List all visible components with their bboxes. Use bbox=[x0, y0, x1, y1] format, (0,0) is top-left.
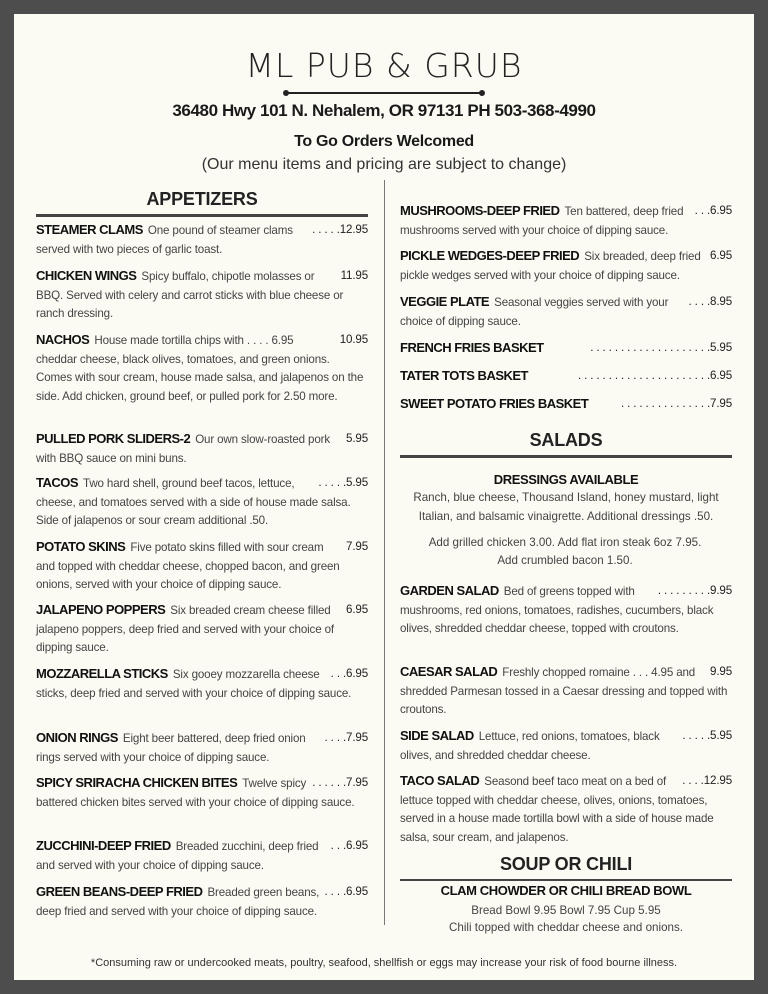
menu-item bbox=[400, 339, 732, 359]
menu-item bbox=[36, 665, 368, 703]
appetizers-heading: APPETIZERS bbox=[146, 189, 258, 209]
menu-item bbox=[36, 331, 368, 406]
menu-item-description: Ten battered, deep fried mushrooms served with your choice of dipping sauce. bbox=[400, 205, 684, 237]
menu-item-description: Bed of greens topped with mushrooms, red onions, tomatoes, radishes, cucumbers, black olives, shredded cheddar cheese, topped with croutons. bbox=[400, 585, 714, 635]
food-safety-footer: *Consuming raw or undercooked meats, poultry, seafood, shellfish or eggs may increase your risk of food bourne illness. bbox=[90, 957, 678, 969]
menu-item-description: Five potato skins filled with sour cream and topped with cheddar cheese, chopped bacon, and green onions, served with your choice of dipping sauce. bbox=[36, 541, 340, 591]
menu-item-name: GARDEN SALAD bbox=[400, 583, 499, 598]
menu-item-price: . . . .7.95 bbox=[322, 729, 368, 748]
address-phone: 36480 Hwy 101 N. Nehalem, OR 97131 PH 503-368-4990 bbox=[172, 101, 596, 120]
menu-item bbox=[36, 538, 368, 595]
menu-item-description: Seasonal veggies served with your choice of dipping sauce. bbox=[400, 296, 669, 328]
menu-item bbox=[36, 430, 368, 468]
menu-item bbox=[36, 474, 368, 531]
menu-item-price: . . . . .5.95 bbox=[315, 474, 368, 493]
menu-item-description: Eight beer battered, deep fried onion rings served with your choice of dipping sauce. bbox=[36, 732, 306, 764]
menu-item-description: Breaded zucchini, deep fried and served with your choice of dipping sauce. bbox=[36, 840, 319, 872]
soup-rule bbox=[400, 879, 732, 881]
menu-item-name: CAESAR SALAD bbox=[400, 664, 498, 679]
pricing-notice: (Our menu items and pricing are subject to change) bbox=[201, 156, 567, 173]
menu-item bbox=[36, 267, 368, 324]
menu-item-price: 11.95 bbox=[338, 267, 368, 286]
salads-rule bbox=[400, 455, 732, 458]
appetizers-rule bbox=[36, 214, 368, 217]
menu-item-name: SPICY SRIRACHA CHICKEN BITES bbox=[36, 775, 238, 790]
addons-line-2: Add crumbled bacon 1.50. bbox=[497, 554, 633, 567]
menu-item bbox=[36, 837, 368, 875]
menu-item-price: . . . . . . . . .9.95 bbox=[655, 582, 732, 601]
menu-item-price: . . . .8.95 bbox=[686, 293, 732, 312]
menu-item-name: CHICKEN WINGS bbox=[36, 268, 137, 283]
menu-item bbox=[36, 883, 368, 921]
menu-item bbox=[36, 221, 368, 259]
menu-item-price: 7.95 bbox=[343, 538, 368, 557]
menu-item-description: Lettuce, red onions, tomatoes, black olives, and shredded cheddar cheese. bbox=[400, 730, 660, 762]
menu-item bbox=[400, 247, 732, 285]
menu-item bbox=[36, 729, 368, 767]
menu-item-price: . . . .6.95 bbox=[322, 883, 368, 902]
menu-item-price: . . . .12.95 bbox=[679, 772, 732, 791]
menu-item bbox=[36, 774, 368, 812]
menu-item-price: . . . . . . . . . . . . . . . . . . . . . .6.95 bbox=[575, 367, 732, 386]
menu-item bbox=[400, 202, 732, 240]
menu-item-price: . . . . .5.95 bbox=[679, 727, 732, 746]
menu-item-description: Freshly chopped romaine . . . 4.95 and shredded Parmesan tossed in a Caesar dressing and topped with croutons. bbox=[400, 666, 728, 716]
menu-item-price: . . .6.95 bbox=[328, 837, 368, 856]
menu-item-name: PULLED PORK SLIDERS-2 bbox=[36, 431, 191, 446]
soup-heading: SOUP OR CHILI bbox=[499, 854, 633, 874]
menu-item-name: SIDE SALAD bbox=[400, 728, 474, 743]
menu-item-price: 9.95 bbox=[707, 663, 732, 682]
menu-item-name: TACOS bbox=[36, 475, 79, 490]
soup-note: Chili topped with cheddar cheese and onions. bbox=[449, 921, 683, 934]
menu-item-price: 10.95 bbox=[337, 331, 368, 350]
menu-item bbox=[400, 727, 732, 765]
menu-item-name: STEAMER CLAMS bbox=[36, 222, 143, 237]
menu-item-name: ZUCCHINI-DEEP FRIED bbox=[36, 838, 171, 853]
menu-item-name: SWEET POTATO FRIES BASKET bbox=[400, 396, 589, 411]
menu-item-name: JALAPENO POPPERS bbox=[36, 602, 166, 617]
menu-item-description: Our own slow-roasted pork with BBQ sauce on mini buns. bbox=[36, 433, 330, 465]
dressings-heading: DRESSINGS AVAILABLE bbox=[493, 472, 639, 487]
menu-item-description: Six breaded, deep fried pickle wedges served with your choice of dipping sauce. bbox=[400, 250, 701, 282]
menu-item-description: Spicy buffalo, chipotle molasses or BBQ. Served with celery and carrot sticks with blue cheese or ranch dressing. bbox=[36, 270, 344, 320]
menu-item-name: MOZZARELLA STICKS bbox=[36, 666, 168, 681]
menu-item-name: GREEN BEANS-DEEP FRIED bbox=[36, 884, 203, 899]
menu-item bbox=[400, 395, 732, 415]
menu-item-price: . . .6.95 bbox=[328, 665, 368, 684]
salads-heading: SALADS bbox=[529, 430, 603, 450]
menu-item-name: VEGGIE PLATE bbox=[400, 294, 490, 309]
menu-item-price: . . . . . . . . . . . . . . .7.95 bbox=[618, 395, 732, 414]
menu-item-name: TATER TOTS BASKET bbox=[400, 368, 528, 383]
menu-item-name: PICKLE WEDGES-DEEP FRIED bbox=[400, 248, 580, 263]
menu-item-description: Six breaded cream cheese filled jalapeno poppers, deep fried and served with your choice of dipping sauce. bbox=[36, 604, 334, 654]
menu-item bbox=[400, 293, 732, 331]
menu-item-price: . . . . .12.95 bbox=[309, 221, 368, 240]
menu-item bbox=[400, 772, 732, 847]
menu-item bbox=[400, 663, 732, 720]
menu-item-price: 6.95 bbox=[343, 601, 368, 620]
dressings-text: Ranch, blue cheese, Thousand Island, honey mustard, light Italian, and balsamic vinaigrette. Additional dressings .50. bbox=[413, 491, 719, 523]
menu-item-description: Six gooey mozzarella cheese sticks, deep fried and served with your choice of dipping sauce. bbox=[36, 668, 352, 700]
menu-item-description: One pound of steamer clams served with two pieces of garlic toast. bbox=[36, 224, 293, 256]
menu-item-description: Twelve spicy battered chicken bites served with your choice of dipping sauce. bbox=[36, 777, 355, 809]
menu-item-description: Breaded green beans, deep fried and served with your choice of dipping sauce. bbox=[36, 886, 320, 918]
restaurant-name: ML PUB & GRUB bbox=[245, 46, 523, 85]
menu-item bbox=[36, 601, 368, 658]
menu-item-price: 5.95 bbox=[343, 430, 368, 449]
soup-prices: Bread Bowl 9.95 Bowl 7.95 Cup 5.95 bbox=[471, 904, 661, 917]
menu-item-name: FRENCH FRIES BASKET bbox=[400, 340, 544, 355]
menu-item-price: . . . . . . . . . . . . . . . . . . . .5.95 bbox=[587, 339, 732, 358]
menu-item-description: Two hard shell, ground beef tacos, lettuce, cheese, and tomatoes served with a side of house made salsa. Side of jalapenos or sour cream additional .50. bbox=[36, 477, 351, 527]
menu-item-name: POTATO SKINS bbox=[36, 539, 126, 554]
menu-item-price: . . .6.95 bbox=[692, 202, 732, 221]
to-go-note: To Go Orders Welcomed bbox=[294, 133, 474, 150]
menu-item bbox=[400, 582, 732, 639]
menu-item-price: . . . . . .7.95 bbox=[309, 774, 368, 793]
column-divider bbox=[384, 180, 385, 925]
menu-item bbox=[400, 367, 732, 387]
menu-item-name: NACHOS bbox=[36, 332, 90, 347]
menu-item-name: MUSHROOMS-DEEP FRIED bbox=[400, 203, 560, 218]
menu-item-price: 6.95 bbox=[707, 247, 732, 266]
addons-line-1: Add grilled chicken 3.00. Add flat iron steak 6oz 7.95. bbox=[428, 536, 702, 549]
menu-item-name: ONION RINGS bbox=[36, 730, 118, 745]
ornament-divider bbox=[286, 92, 482, 94]
soup-item-name: CLAM CHOWDER OR CHILI BREAD BOWL bbox=[440, 883, 692, 898]
menu-item-name: TACO SALAD bbox=[400, 773, 480, 788]
menu-item-description: Seasond beef taco meat on a bed of lettuce topped with cheddar cheese, olives, onions, tomatoes, served in a house made tortilla bowl with a side of house made salsa, sour cream, and jalapenos. bbox=[400, 775, 714, 844]
menu-item-description: House made tortilla chips with . . . . 6.95 cheddar cheese, black olives, tomatoes, and green onions. Comes with sour cream, house made salsa, and jalapenos on the side. Add chicken, ground beef, or pulled pork for 2.50 more. bbox=[36, 334, 364, 403]
